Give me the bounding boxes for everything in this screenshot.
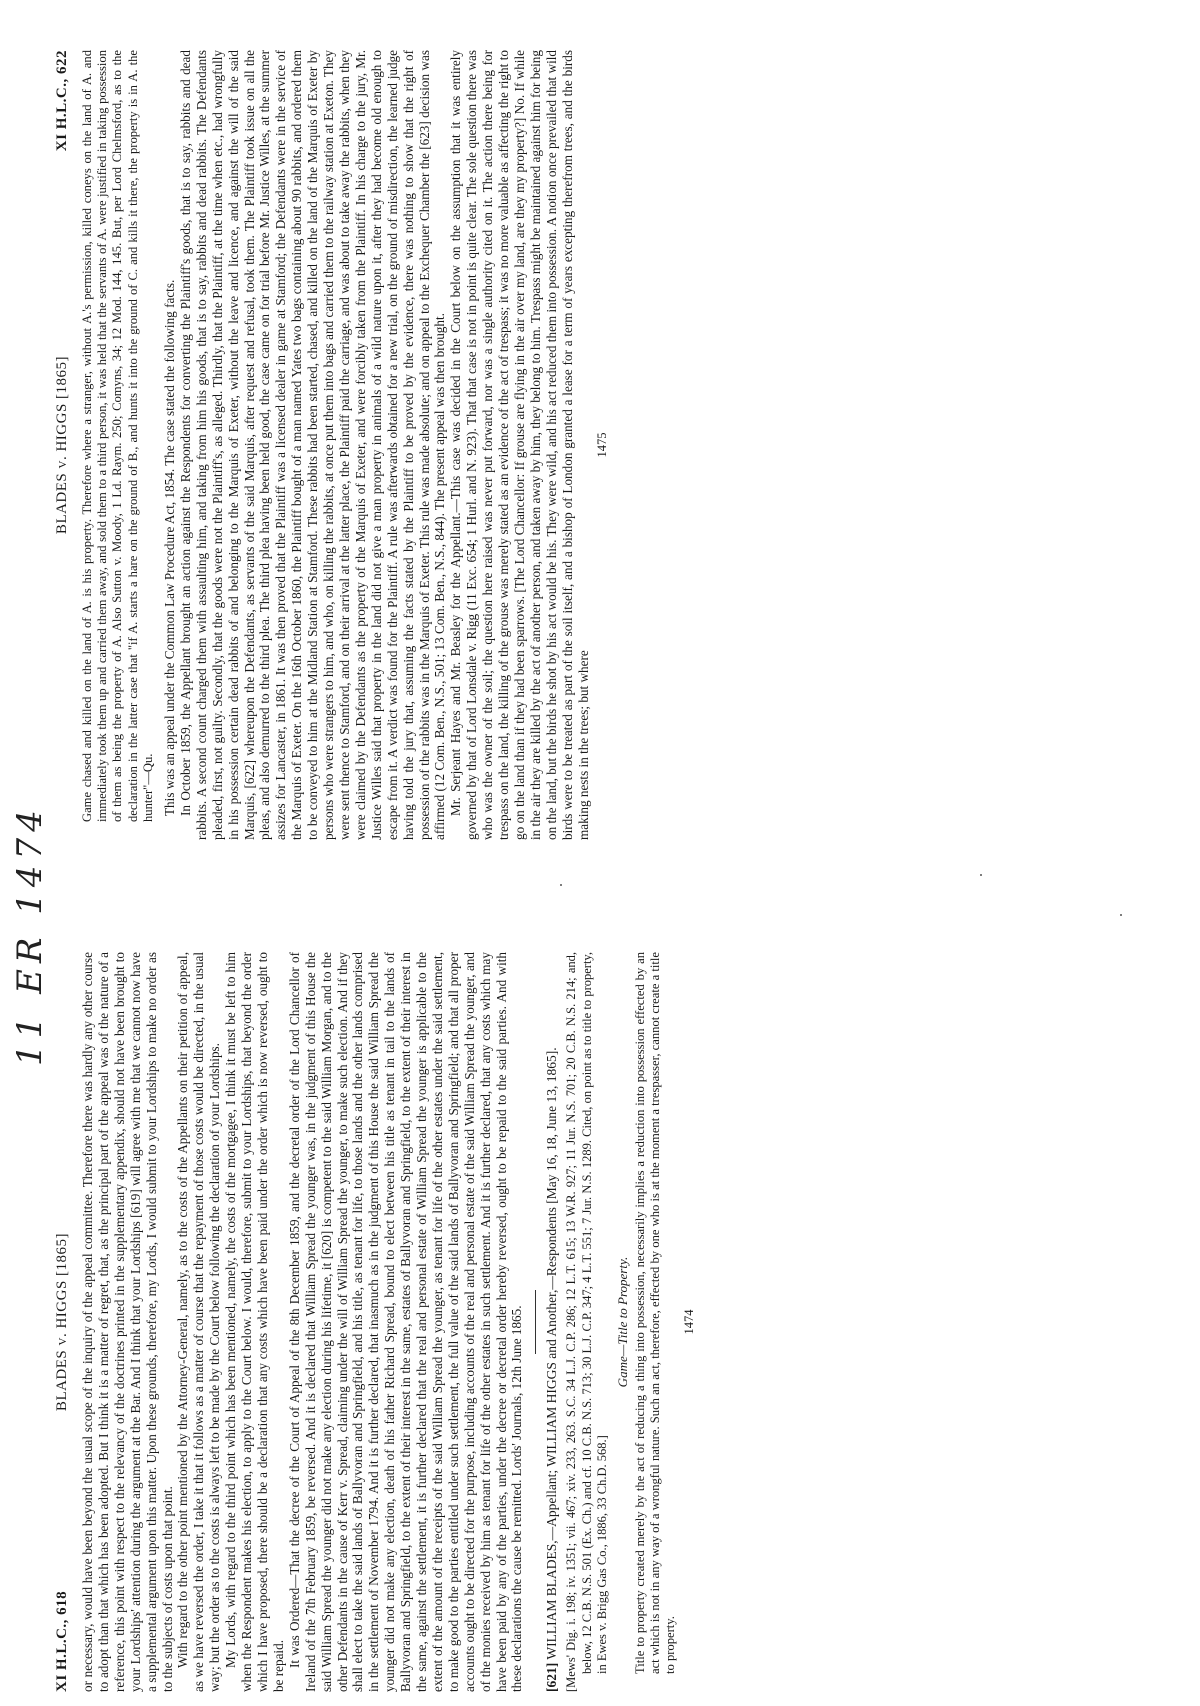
case-parties: WILLIAM BLADES,—Appellant; WILLIAM HIGGS and Another,—Respondents — [544, 1207, 560, 1660]
handwritten-annotation: 11 ER 1474 — [10, 804, 50, 1066]
section-divider — [535, 1290, 536, 1354]
right-head-title: BLADES v. HIGGS [1865] — [54, 355, 70, 535]
left-paragraph: My Lords, with regard to the third point which has been mentioned, namely, the costs of the mortgagee, I think it must be left to him when the Respondent makes his election, to apply to the Court below. I would, therefore, submit to your Lordships, that beyond the order which I have proposed, there should be a declaration that any costs which have been paid under the order which is now reversed, ought to be repaid. — [223, 952, 286, 1692]
left-head-title: BLADES v. HIGGS [1865] — [54, 1232, 70, 1412]
scan-speck — [980, 874, 982, 876]
left-page — [50, 952, 1170, 1692]
left-text-body — [80, 952, 525, 1692]
right-paragraph: In October 1859, the Appellant brought an action against the Respondents for converting the Plaintiff's goods, that is to say, rabbits and dead rabbits. A second count charged them with assaulting him, and taking from him his goods, that is to say, rabbits and dead rabbits. The Defendants pleaded, first, not guilty. Secondly, that the goods were not the Plaintiff's, as alleged. Thirdly, that the Plaintiff, at the time when etc., had wrongfully in his possession certain dead rabbits of and belonging to the Marquis of Exeter, without the leave and licence, and against the will of the said Marquis, [622] whereupon the Defendants, as servants of the said Marquis, after request and refusal, took them. The Plaintiff took issue on all the pleas, and also demurred to the third plea. The third plea having been held good, the case came on for trial before Mr. Justice Willes, at the summer assizes for Lancaster, in 1861. It was then proved that the Plaintiff was a licensed dealer in game at Stamford; the Defendants were in the service of the Marquis of Exeter. On the 16th October 1860, the Plaintiff bought of a man named Yates two bags containing about 90 rabbits, and ordered them to be conveyed to him at the Midland Station at Stamford. These rabbits had been started, chased, and killed on the land of the Marquis of Exeter by persons who were strangers to him, and who, on killing the rabbits, at once put them into bags and carried them to the railway station at Exeton. They were sent thence to Stamford, and on their arrival at the latter place, the Plaintiff paid the carriage, and was about to take away the rabbits, when they were claimed by the Defendants as the property of the Marquis of Exeter, and were forcibly taken from the Plaintiff. In his charge to the jury, Mr. Justice Willes said that property in the land did not give a man property in animals of a wild nature upon it, after they had become old enough to escape from it. A verdict was found for the Plaintiff. A rule was afterwards obtained for a new trial, on the ground of misdirection, the learned judge having told the jury that, assuming the facts stated by the Plaintiff to be proved by the evidence, there was nothing to show that the right of possession of the rabbits was in the Marquis of Exeter. This rule was made absolute; and on appeal to the Exchequer Chamber the [623] decision was affirmed (12 Com. Ben., N.S., 501; 13 Com. Ben., N.S., 844). The present appeal was then brought. — [177, 50, 448, 840]
case-page-marker: [621] — [544, 1662, 560, 1692]
left-running-head — [50, 952, 80, 1692]
right-text-body — [162, 50, 591, 840]
right-paragraph: This was an appeal under the Common Law Procedure Act, 1854. The case stated the following facts. — [162, 279, 178, 816]
right-head-volume: XI H.L.C., 622 — [54, 50, 70, 152]
case-headnote: Title to property created merely by the act of reducing a thing into possession, necessarily implies a reduction into possession effected by an act which is not in any way of a wrongful nature. Such an act, therefore, effected by one who is at the moment a trespasser, cannot create a title to property. — [632, 952, 678, 1674]
case-dates: [May 16, 18, June 13, 1865]. — [544, 1047, 560, 1204]
case-subject: Game—Title to Property. — [614, 1256, 630, 1388]
left-paragraph: With regard to the other point mentioned by the Attorney-General, namely, as to the costs of the Appellants on their petition of appeal, as we have reversed the order, I take it that it follows as a matter of course that the repayment of those costs would be directed, in the usual way; but the order as to the costs is always left to be made by the Court below following the declaration of your Lordships. — [175, 952, 223, 1692]
case-citations: [Mews' Dig. i. 198; iv. 1351; vii. 467; xiv. 233, 263. S.C. 34 L.J. C.P. 286; 12 L.T. 615; 13 W.R. 927; 11 Jur. N.S. 701; 20 C.B. N.S. 214; and, below, 12 C.B. N.S. 501 (Ex. Ch.) and cf. 10 C.B. N.S. 713; 30 L.J. C.P. 347; 4 L.T. 551; 7 Jur. N.S. 1289. Cited, on point as to title to property, in Ewes v. Brigg Gas Co., 1886, 33 Ch.D. 568.] — [564, 952, 610, 1692]
left-paragraph: or necessary, would have been beyond the usual scope of the inquiry of the appeal committee. Therefore there was hardly any other course to adopt than that which has been adopted. But I think it is a matter of regret, that, as the principal part of the appeal was of the nature of a reference, this point with respect to the relevancy of the doctrines printed in the supplementary appendix, should not have been brought to your Lordships' attention during the argument at the Bar. And I think that your Lordships [619] will agree with me that we cannot now have a supplemental argument upon this matter. Upon these grounds, therefore, my Lords, I would submit to your Lordships to make no order as to the subjects of costs upon that point. — [80, 952, 175, 1692]
right-page — [50, 50, 1170, 840]
scan-speck — [1120, 914, 1122, 916]
left-head-volume: XI H.L.C., 618 — [54, 1590, 70, 1692]
left-page-number: 1474 — [682, 1309, 697, 1335]
right-headnote: Game chased and killed on the land of A. is his property. Therefore where a stranger, without A.'s permission, killed coneys on the land of A. and immediately took them up and carried them away, and sold them to a third person, it was held that the servants of A. were justified in taking possession of them as being the property of A. Also Sutton v. Moody, 1 Ld. Raym. 250; Comyns, 34; 12 Mod. 144, 145. But, per Lord Chelmsford, as to the declaration in the latter case that "if A. starts a hare on the ground of B., and hunts it into the ground of C. and kills it there, the property is in A. the hunter"—Qu. — [80, 50, 155, 822]
right-page-number: 1475 — [595, 432, 610, 458]
right-running-head — [50, 50, 80, 840]
scan-speck — [560, 884, 562, 886]
left-paragraph: It was Ordered—That the decree of the Court of Appeal of the 8th December 1859, and the decretal order of the Lord Chancellor of Ireland of the 7th February 1859, be reversed. And it is declared that William Spread the younger was, in the judgment of this House the said William Spread the younger did not make any election during his lifetime, it [620] is competent to the said William Morgan, and to the other Defendants in the cause of Kerr v. Spread, claiming under the will of William Spread the younger, to make such election. And if they shall elect to take the said lands of Ballyvoran and Springfield, and his title, as tenant for life, to those lands and the other lands comprised in the settlement of November 1794. And it is further declared, that inasmuch as in the judgment of this House the said William Spread the younger did not make any election, death of his father Richard Spread, bound to elect between his title as tenant in tail to the lands of Ballyvoran and Springfield, to the extent of their interest in the same, estates of Ballyvoran and Springfield, to the extent of their interest in the same, against the settlement, it is further declared that the real and personal estate of William Spread the younger is applicable to the extent of the amount of the receipts of the said William Spread the younger, as tenant for life of the other estates under the said settlement, to make good to the parties entitled under such settlement, the full value of the said lands of Ballyvoran and Springfield; and that all proper accounts ought to be directed for the purpose, including accounts of the real and personal estate of the said William Spread the younger, and of the monies received by him as tenant for life of the other estates in such settlement. And it is further declared, that any costs which may have been paid by any of the parties, under the decree or decretal order hereby reversed, ought to be repaid to the said parties. And with these declarations the cause be remitted. Lords' Journals, 12th June 1865. — [286, 952, 525, 1692]
case-heading — [544, 952, 560, 1692]
right-paragraph: Mr. Serjeant Hayes and Mr. Beasley for the Appellant.—This case was decided in the Court below on the assumption that it was entirely governed by that of Lord Lonsdale v. Rigg (11 Exc. 654; 1 Hurl. and N. 923). That that case is not in point is quite clear. The sole question there was who was the owner of the soil; the question here raised was never put forward, nor was a single authority cited on it. The action there being for trespass on the land, the killing of the grouse was merely stated as an evidence of the act of trespass; it was no more valuable as affecting the right to go on the land than if they had been sparrows. [The Lord Chancellor: If grouse are flying in the air over my land, are they my property?] No. If while in the air they are killed by the act of another person, and taken away by him, they belong to him. Trespass might be maintained against him for being on the land, but the birds he shot by his act would be his. They were wild, and his act reduced them into possession. A notion once prevailed that wild birds were to be treated as part of the soil itself, and a bishop of London granted a lease for a term of years excepting therefrom trees, and the birds making nests in the trees; but where — [448, 50, 591, 840]
